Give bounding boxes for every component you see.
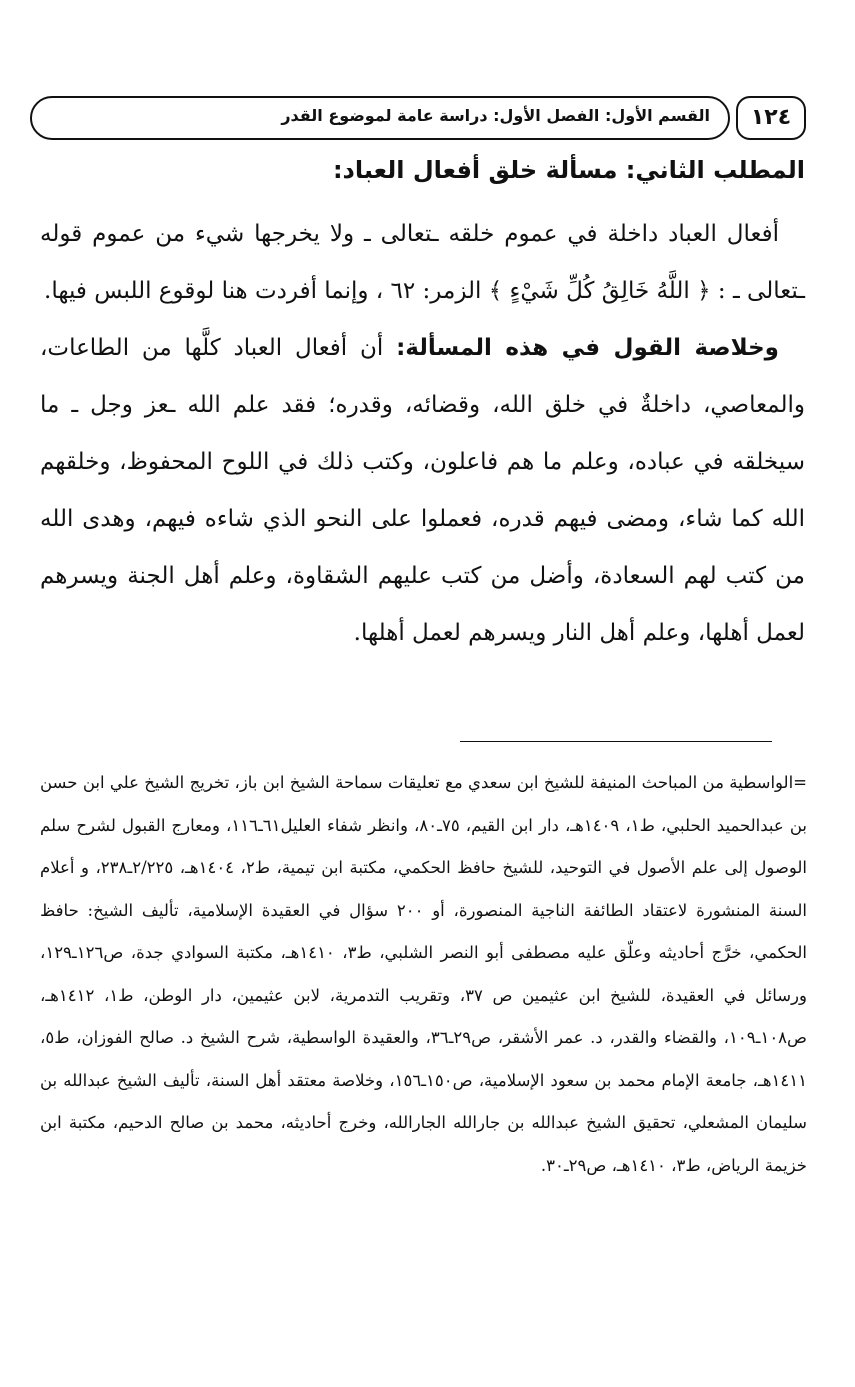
footnote (40, 762, 807, 1187)
body-paragraph-2 (40, 320, 805, 662)
summary-lead: وخلاصة القول في هذه المسألة: (396, 335, 779, 361)
summary-text: أن أفعال العباد كلَّها من الطاعات، والمعاصي، داخلةٌ في خلق الله، وقضائه، وقدره؛ فقد علم الله ـعز وجل ـ ما سيخلقه في عباده، وعلم ما هم فاعلون، وكتب ذلك في اللوح المحفوظ، وخلقهم الله كما شاء، ومضى فيهم قدره، فعملوا على النحو الذي شاءه فيهم، وهدى الله من كتب لهم السعادة، وأضل من كتب عليهم الشقاوة، وعلم أهل الجنة ويسرهم لعمل أهلها، وعلم أهل النار ويسرهم لعمل أهلها. (40, 335, 805, 646)
section-heading: المطلب الثاني: مسألة خلق أفعال العباد: (332, 156, 805, 184)
footnote-text: =الواسطية من المباحث المنيفة للشيخ ابن سعدي مع تعليقات سماحة الشيخ ابن باز، تخريج الشيخ علي ابن حسن بن عبدالحميد الحلبي، ط١، ١٤٠٩هـ، دار ابن القيم، ٧٥ـ٨٠، وانظر شفاء العليل٦١ـ١١٦، ومعارج القبول لشرح سلم الوصول إلى علم الأصول في التوحيد، للشيخ حافظ الحكمي، مكتبة ابن تيمية، ط٢، ١٤٠٤هـ، ٢/٢٢٥ـ٢٣٨، و أعلام السنة المنشورة لاعتقاد الطائفة الناجية المنصورة، أو ٢٠٠ سؤال في العقيدة الإسلامية، تأليف الشيخ: حافظ الحكمي، خرَّج أحاديثه وعلّق عليه مصطفى أبو النصر الشلبي، ط٣، ١٤١٠هـ، مكتبة السوادي جدة، ص١٢٦ـ١٢٩، ورسائل في العقيدة، للشيخ ابن عثيمين ص ٣٧، وتقريب التدمرية، لابن عثيمين، دار الوطن، ط١، ١٤١٢هـ، ص١٠٨ـ١٠٩، والقضاء والقدر، د. عمر الأشقر، ص٢٩ـ٣٦، والعقيدة الواسطية، شرح الشيخ د. صالح الفوزان، ط٥، ١٤١١هـ، جامعة الإمام محمد بن سعود الإسلامية، ص١٥٠ـ١٥٦، وخلاصة معتقد أهل السنة، تأليف الشيخ عبدالله بن سليمان المشعلي، تحقيق الشيخ عبدالله بن جارالله الجارالله، وخرج أحاديثه، محمد بن صالح الدحيم، مكتبة ابن خزيمة الرياض، ط٣، ١٤١٠هـ، ص٢٩ـ٣٠. (40, 773, 808, 1175)
header-title: القسم الأول: الفصل الأول: دراسة عامة لموضوع القدر (281, 106, 710, 125)
running-header (30, 96, 806, 146)
page-number: ١٢٤ (750, 105, 792, 130)
header-title-frame (30, 96, 730, 140)
body-paragraph-1: أفعال العباد داخلة في عموم خلقه ـتعالى ـ ولا يخرجها شيء من عموم قوله ـتعالى ـ : ﴿ اللَّهُ خَالِقُ كُلِّ شَيْءٍ ﴾ الزمر: ٦٢ ، وإنما أفردت هنا لوقوع اللبس فيها. (40, 221, 805, 304)
page-number-frame (736, 96, 806, 140)
body-text (40, 206, 805, 662)
footnote-divider (460, 741, 772, 742)
